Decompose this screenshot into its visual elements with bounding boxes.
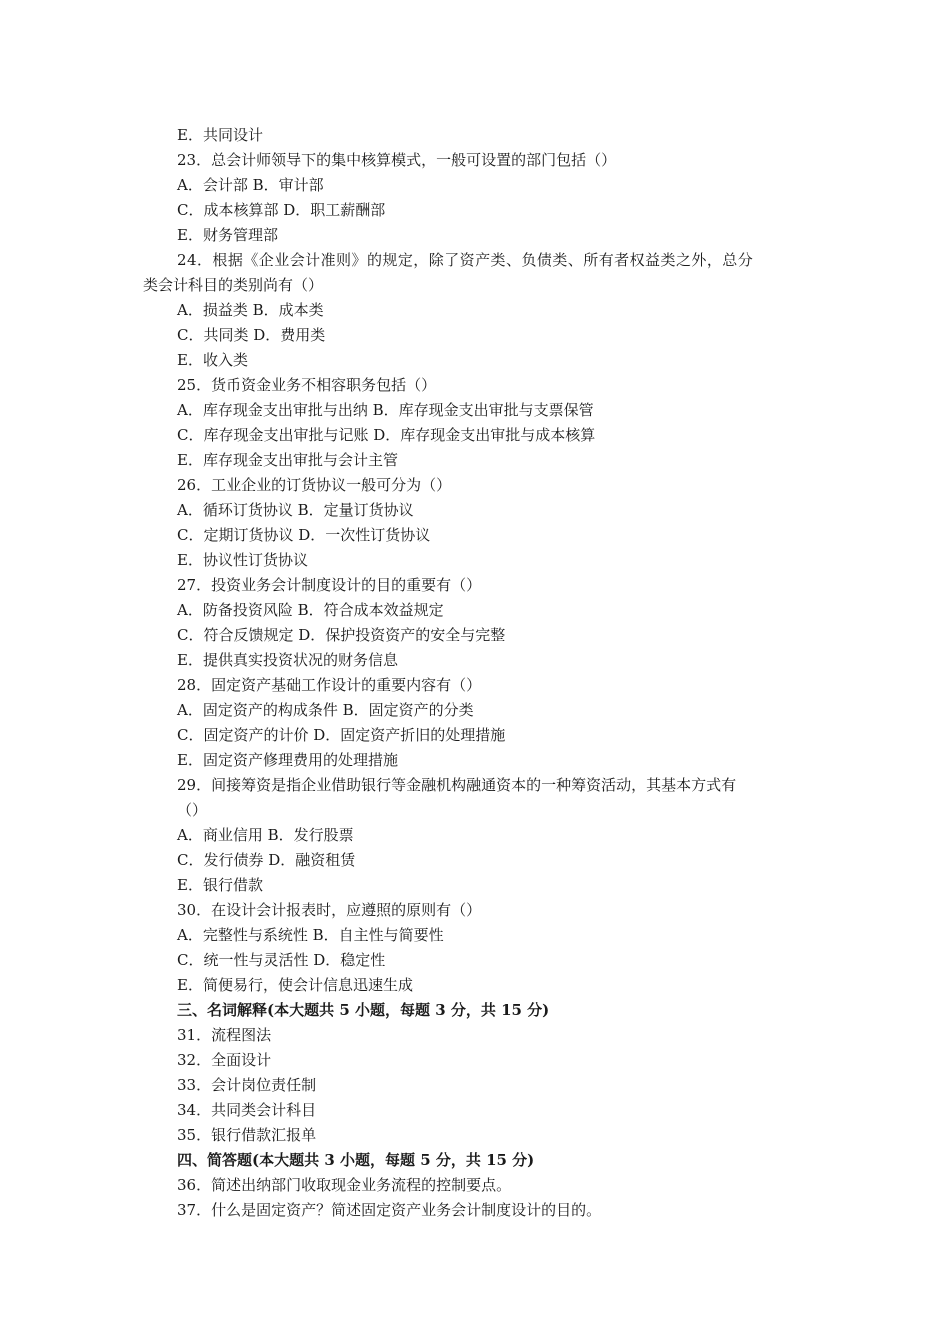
option-line: E．固定资产修理费用的处理措施 xyxy=(177,751,398,769)
option-line: E．协议性订货协议 xyxy=(177,551,308,569)
option-line: A．库存现金支出审批与出纳 B．库存现金支出审批与支票保管 xyxy=(177,401,594,419)
question-33: 33．会计岗位责任制 xyxy=(177,1076,317,1094)
question-26: 26．工业企业的订货协议一般可分为（） xyxy=(177,476,452,494)
question-25: 25．货币资金业务不相容职务包括（） xyxy=(177,376,437,394)
question-30: 30．在设计会计报表时，应遵照的原则有（） xyxy=(177,901,482,919)
question-27: 27．投资业务会计制度设计的目的重要有（） xyxy=(177,576,482,594)
section-heading-terms: 三、名词解释(本大题共 5 小题，每题 3 分，共 15 分) xyxy=(177,1001,550,1019)
option-line: C．统一性与灵活性 D．稳定性 xyxy=(177,951,386,969)
option-line: A．会计部 B．审计部 xyxy=(177,176,324,194)
option-line: E．财务管理部 xyxy=(177,226,278,244)
option-line: E．银行借款 xyxy=(177,876,263,894)
option-e-line: E．共同设计 xyxy=(177,126,263,144)
question-24: 24．根据《企业会计准则》的规定，除了资产类、负债类、所有者权益类之外，总分 xyxy=(177,251,754,269)
option-line: E．收入类 xyxy=(177,351,248,369)
option-line: A．循环订货协议 B．定量订货协议 xyxy=(177,501,414,519)
option-line: C．定期订货协议 D．一次性订货协议 xyxy=(177,526,431,544)
option-line: E．简便易行，使会计信息迅速生成 xyxy=(177,976,413,994)
question-28: 28．固定资产基础工作设计的重要内容有（） xyxy=(177,676,482,694)
option-line: A．固定资产的构成条件 B．固定资产的分类 xyxy=(177,701,474,719)
option-line: A．商业信用 B．发行股票 xyxy=(177,826,354,844)
option-line: C．共同类 D．费用类 xyxy=(177,326,326,344)
question-24-continuation: 类会计科目的类别尚有（） xyxy=(143,276,324,294)
question-29-continuation: （） xyxy=(177,801,208,819)
option-line: C．固定资产的计价 D．固定资产折旧的处理措施 xyxy=(177,726,506,744)
option-line: C．成本核算部 D．职工薪酬部 xyxy=(177,201,386,219)
question-34: 34．共同类会计科目 xyxy=(177,1101,317,1119)
option-line: A．防备投资风险 B．符合成本效益规定 xyxy=(177,601,444,619)
option-line: E．库存现金支出审批与会计主管 xyxy=(177,451,398,469)
option-line: C．库存现金支出审批与记账 D．库存现金支出审批与成本核算 xyxy=(177,426,596,444)
document-page xyxy=(0,123,950,1223)
option-line: E．提供真实投资状况的财务信息 xyxy=(177,651,398,669)
option-line: A．完整性与系统性 B．自主性与简要性 xyxy=(177,926,444,944)
question-36: 36．简述出纳部门收取现金业务流程的控制要点。 xyxy=(177,1176,512,1194)
option-line: A．损益类 B．成本类 xyxy=(177,301,324,319)
question-32: 32．全面设计 xyxy=(177,1051,272,1069)
question-29: 29．间接筹资是指企业借助银行等金融机构融通资本的一种筹资活动，其基本方式有 xyxy=(177,776,737,794)
section-heading-short-answer: 四、简答题(本大题共 3 小题，每题 5 分，共 15 分) xyxy=(177,1151,535,1169)
question-35: 35．银行借款汇报单 xyxy=(177,1126,317,1144)
option-line: C．发行债券 D．融资租赁 xyxy=(177,851,356,869)
question-23: 23．总会计师领导下的集中核算模式，一般可设置的部门包括（） xyxy=(177,151,617,169)
question-31: 31．流程图法 xyxy=(177,1026,272,1044)
question-37: 37．什么是固定资产？简述固定资产业务会计制度设计的目的。 xyxy=(177,1201,602,1219)
option-line: C．符合反馈规定 D．保护投资资产的安全与完整 xyxy=(177,626,506,644)
